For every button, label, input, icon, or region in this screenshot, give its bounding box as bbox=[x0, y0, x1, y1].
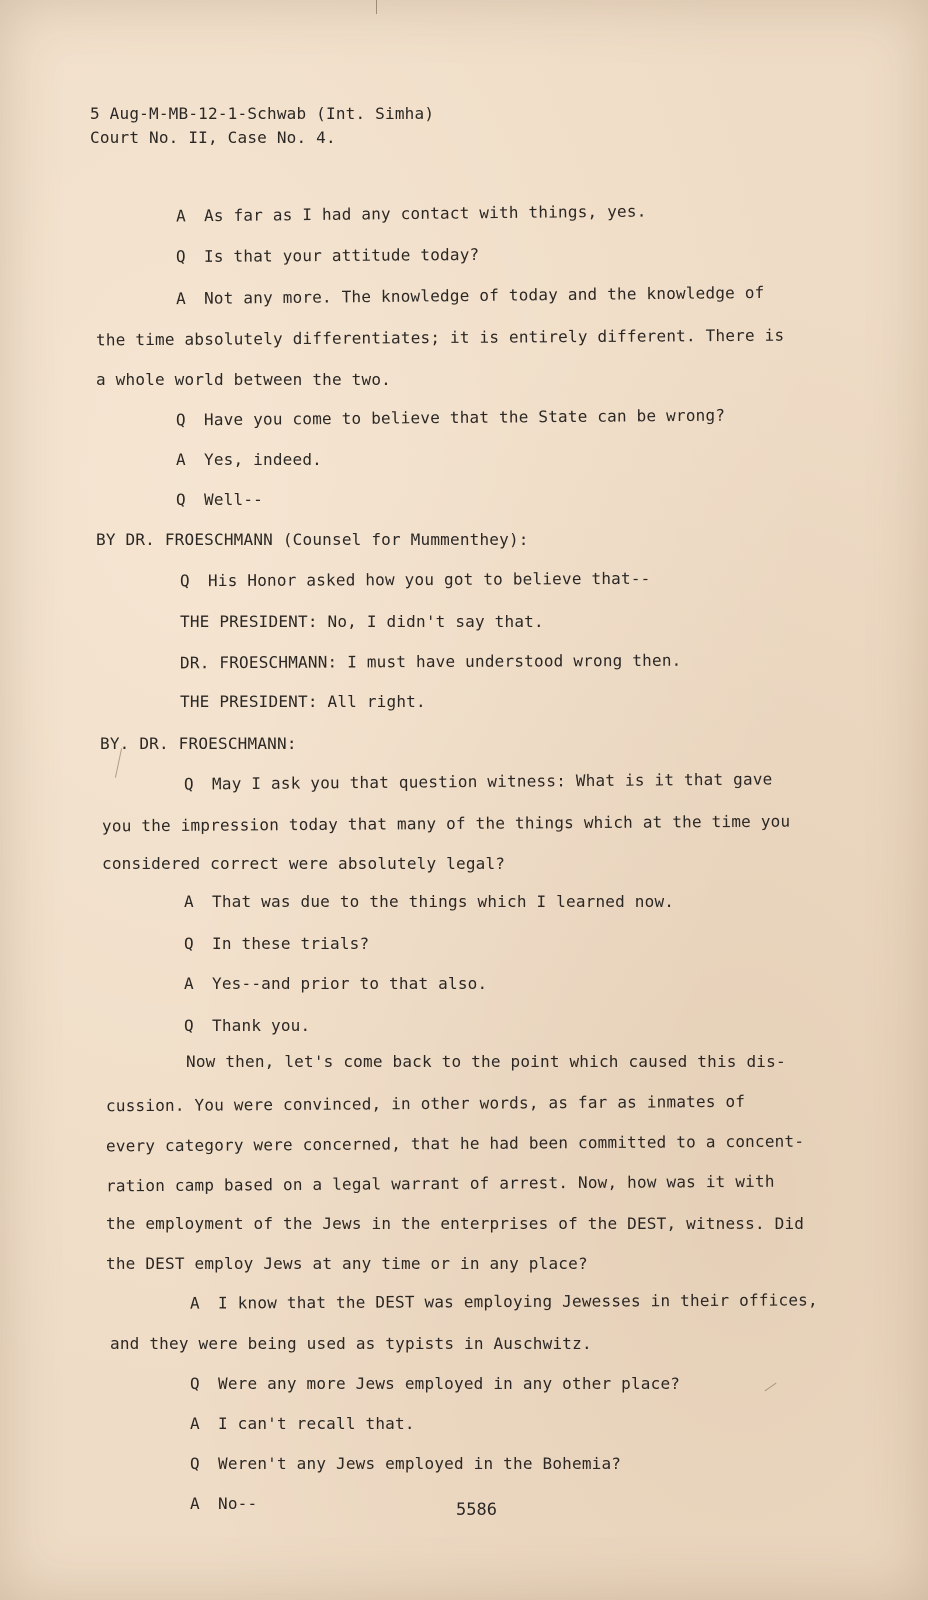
transcript-line bbox=[106, 1214, 804, 1233]
line-text: I can't recall that. bbox=[218, 1414, 415, 1433]
line-text: THE PRESIDENT: All right. bbox=[180, 692, 426, 711]
speaker-marker: A bbox=[175, 288, 186, 309]
speaker-marker: A bbox=[184, 892, 194, 911]
line-text: every category were concerned, that he had been committed to a concent- bbox=[105, 1131, 805, 1156]
line-text: As far as I had any contact with things, yes. bbox=[203, 201, 647, 226]
speaker-marker: A bbox=[189, 1293, 200, 1313]
line-text: THE PRESIDENT: No, I didn't say that. bbox=[180, 612, 544, 631]
speaker-marker: A bbox=[190, 1414, 200, 1433]
transcript-line bbox=[106, 1092, 745, 1115]
line-text: Now then, let's come back to the point which caused this dis- bbox=[186, 1052, 786, 1071]
transcript-line bbox=[190, 1494, 257, 1513]
transcript-line bbox=[190, 1454, 621, 1473]
transcript-line bbox=[176, 450, 322, 469]
transcript-line bbox=[102, 854, 505, 873]
transcript-line bbox=[176, 245, 479, 266]
examiner-heading bbox=[100, 734, 297, 753]
header-case-reference: 5 Aug-M-MB-12-1-Schwab (Int. Simha) bbox=[90, 104, 435, 123]
line-text: No-- bbox=[218, 1494, 258, 1513]
speaker-marker: Q bbox=[184, 1016, 194, 1035]
line-text: In these trials? bbox=[212, 934, 370, 953]
transcript-line bbox=[180, 612, 544, 631]
transcript-line bbox=[176, 490, 263, 509]
line-text: DR. FROESCHMANN: I must have understood wrong then. bbox=[179, 650, 682, 673]
transcript-line bbox=[106, 1132, 804, 1156]
transcript-line bbox=[176, 283, 765, 308]
speaker-marker: Q bbox=[176, 490, 186, 509]
transcript-line bbox=[110, 1334, 592, 1353]
transcript-line bbox=[184, 892, 674, 911]
transcript-line bbox=[184, 1016, 310, 1035]
transcript-line bbox=[180, 651, 682, 673]
line-text: Well-- bbox=[204, 490, 263, 509]
transcript-line bbox=[176, 406, 725, 430]
pencil-mark bbox=[764, 1383, 776, 1392]
line-text: cussion. You were convinced, in other words, as far as inmates of bbox=[105, 1091, 746, 1116]
line-text: BY. DR. FROESCHMANN: bbox=[100, 734, 297, 753]
speaker-marker: Q bbox=[190, 1374, 200, 1393]
examiner-heading bbox=[96, 530, 529, 549]
page-number: 5586 bbox=[456, 1500, 497, 1520]
transcript-line bbox=[190, 1374, 680, 1393]
line-text: Not any more. The knowledge of today and the knowledge of bbox=[203, 282, 765, 308]
speaker-marker: Q bbox=[183, 774, 194, 794]
speaker-marker: Q bbox=[179, 571, 190, 591]
transcript-line bbox=[102, 812, 790, 836]
line-text: May I ask you that question witness: What is it that gave bbox=[211, 769, 773, 794]
line-text: and they were being used as typists in Auschwitz. bbox=[110, 1334, 592, 1353]
transcript-line bbox=[106, 1254, 588, 1273]
speaker-marker: Q bbox=[175, 410, 186, 430]
transcript-line bbox=[180, 692, 426, 711]
line-text: the employment of the Jews in the enterprises of the DEST, witness. Did bbox=[106, 1214, 805, 1233]
transcript-line bbox=[96, 370, 391, 389]
speaker-marker: A bbox=[184, 974, 194, 993]
fold-mark bbox=[376, 0, 377, 14]
line-text: Yes, indeed. bbox=[204, 450, 322, 469]
line-text: the DEST employ Jews at any time or in any place? bbox=[106, 1254, 588, 1273]
speaker-marker: A bbox=[176, 450, 186, 469]
header-court-case: Court No. II, Case No. 4. bbox=[90, 128, 336, 147]
line-text: Were any more Jews employed in any other place? bbox=[218, 1374, 681, 1393]
transcript-line bbox=[186, 1052, 786, 1071]
transcript-line bbox=[184, 934, 369, 953]
line-text: His Honor asked how you got to believe that-- bbox=[207, 568, 651, 591]
line-text: I know that the DEST was employing Jewesses in their offices, bbox=[217, 1290, 818, 1313]
line-text: Have you come to believe that the State can be wrong? bbox=[203, 405, 726, 430]
transcript-line bbox=[184, 769, 773, 793]
transcript-line bbox=[190, 1290, 818, 1312]
line-text: That was due to the things which I learned now. bbox=[212, 892, 675, 911]
transcript-line bbox=[190, 1414, 415, 1433]
line-text: Thank you. bbox=[212, 1016, 311, 1035]
transcript-line bbox=[176, 202, 647, 226]
speaker-marker: Q bbox=[175, 246, 186, 267]
transcript-line bbox=[184, 974, 487, 993]
line-text: considered correct were absolutely legal? bbox=[102, 854, 506, 873]
line-text: Weren't any Jews employed in the Bohemia? bbox=[218, 1454, 622, 1473]
line-text: Yes--and prior to that also. bbox=[212, 974, 488, 993]
line-text: a whole world between the two. bbox=[96, 370, 391, 389]
transcript-line bbox=[180, 569, 651, 590]
line-text: the time absolutely differentiates; it is entirely different. There is bbox=[95, 325, 785, 350]
line-text: BY DR. FROESCHMANN (Counsel for Mummenthey): bbox=[96, 530, 529, 549]
line-text: ration camp based on a legal warrant of arrest. Now, how was it with bbox=[105, 1171, 775, 1196]
line-text: you the impression today that many of the things which at the time you bbox=[101, 811, 791, 836]
speaker-marker: Q bbox=[184, 934, 194, 953]
speaker-marker: A bbox=[175, 206, 186, 226]
speaker-marker: A bbox=[190, 1494, 200, 1513]
speaker-marker: Q bbox=[190, 1454, 200, 1473]
line-text: Is that your attitude today? bbox=[203, 244, 480, 266]
transcript-line bbox=[96, 326, 784, 350]
transcript-line bbox=[106, 1172, 775, 1196]
